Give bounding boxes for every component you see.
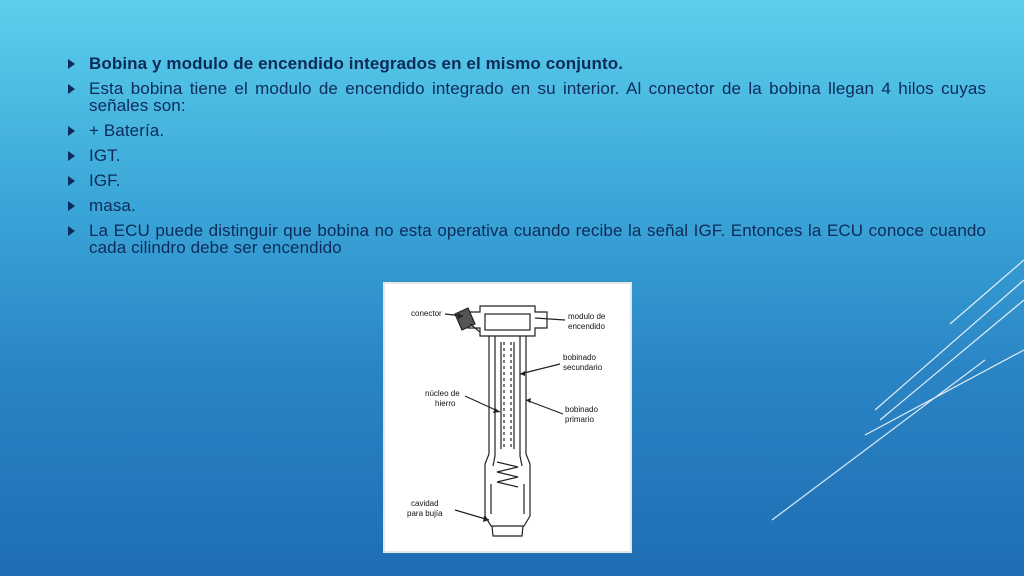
bullet-item xyxy=(66,80,986,114)
bullet-text: IGF. xyxy=(89,171,121,190)
bullet-item xyxy=(66,55,986,72)
bullet-list xyxy=(66,55,986,264)
label-bob-sec-2: secundario xyxy=(563,363,603,372)
bullet-item xyxy=(66,197,986,214)
label-cavidad-1: cavidad xyxy=(411,499,439,508)
triangle-right-icon xyxy=(68,176,75,186)
bullet-text: IGT. xyxy=(89,146,121,165)
bullet-text: Bobina y modulo de encendido integrados en el mismo conjunto. xyxy=(89,54,624,73)
triangle-right-icon xyxy=(68,126,75,136)
label-modulo-1: modulo de xyxy=(568,312,606,321)
label-cavidad-2: para bujía xyxy=(407,509,443,518)
label-conector: conector xyxy=(411,309,442,318)
bullet-text: Esta bobina tiene el modulo de encendido integrado en su interior. Al conector de la bobina llegan 4 hilos cuyas señales son: xyxy=(89,79,986,115)
triangle-right-icon xyxy=(68,151,75,161)
bullet-text: + Batería. xyxy=(89,121,165,140)
bullet-item xyxy=(66,122,986,139)
bullet-text: La ECU puede distinguir que bobina no esta operativa cuando recibe la señal IGF. Entonces la ECU conoce cuando cada cilindro debe ser encendido xyxy=(89,221,986,257)
bullet-text: masa. xyxy=(89,196,136,215)
triangle-right-icon xyxy=(68,226,75,236)
ignition-coil-drawing xyxy=(385,284,630,551)
triangle-right-icon xyxy=(68,84,75,94)
label-nucleo-2: hierro xyxy=(435,399,456,408)
decorative-lines xyxy=(760,240,1024,530)
triangle-right-icon xyxy=(68,59,75,69)
label-bob-pri-1: bobinado xyxy=(565,405,598,414)
ignition-coil-diagram xyxy=(383,282,632,553)
label-nucleo-1: núcleo de xyxy=(425,389,460,398)
bullet-item xyxy=(66,147,986,164)
label-modulo-2: encendido xyxy=(568,322,605,331)
label-bob-pri-2: primario xyxy=(565,415,594,424)
label-bob-sec-1: bobinado xyxy=(563,353,596,362)
triangle-right-icon xyxy=(68,201,75,211)
bullet-item xyxy=(66,172,986,189)
